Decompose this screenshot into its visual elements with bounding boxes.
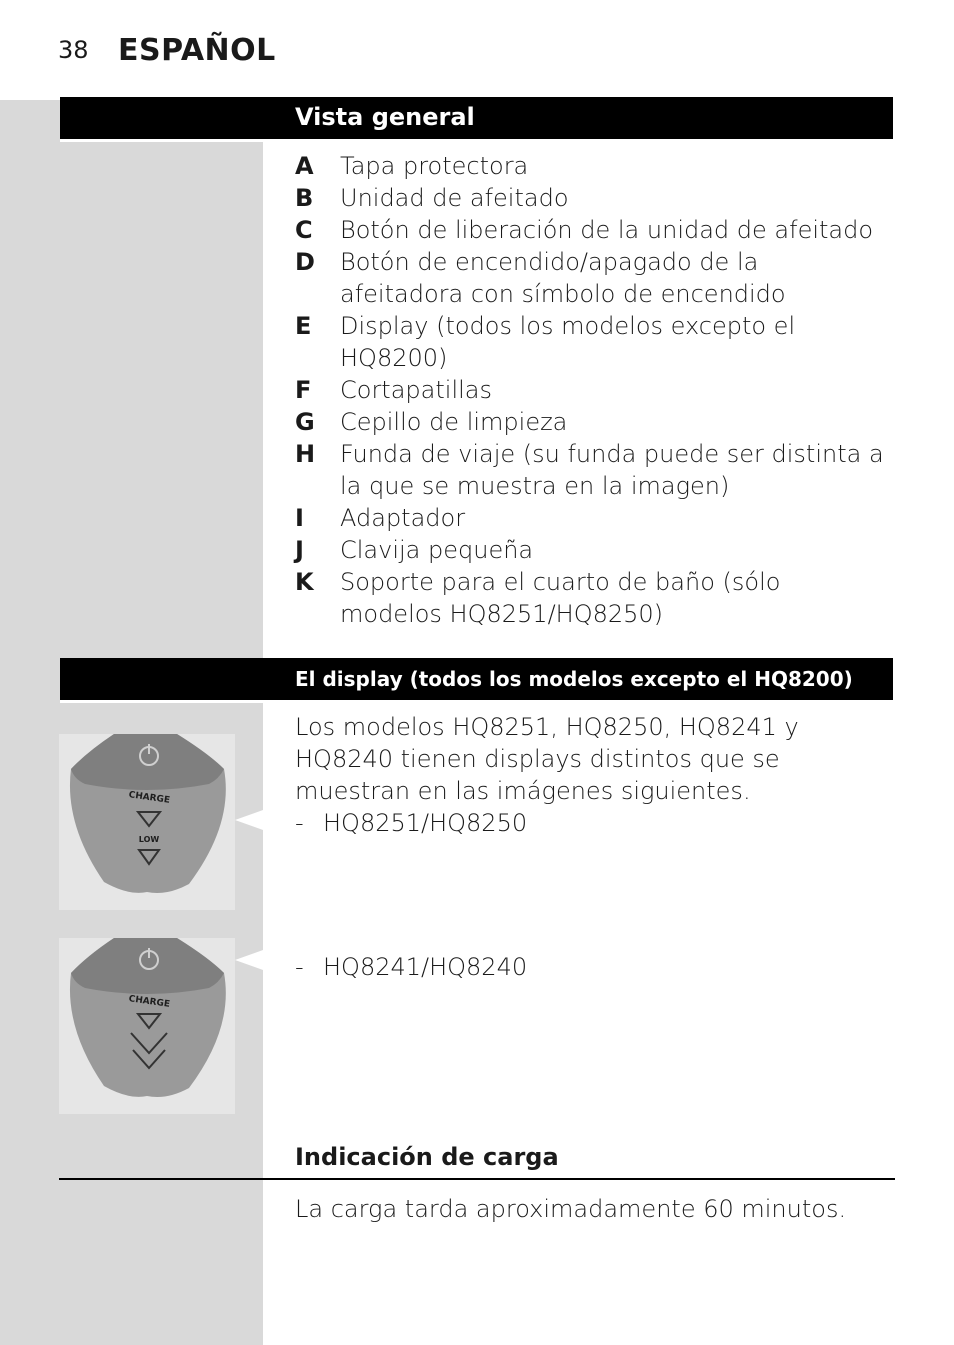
model-name: HQ8241/HQ8240 [323,953,528,981]
list-item [295,246,885,310]
list-item [295,310,885,374]
item-key: D [295,248,315,276]
item-text: Cepillo de limpieza [340,408,568,436]
item-text: Adaptador [340,504,466,532]
intro-text: Los modelos HQ8251, HQ8250, HQ8241 y HQ8240 tienen displays distintos que se muestran en las imágenes siguientes. [295,713,799,805]
model-name: HQ8251/HQ8250 [323,809,528,837]
item-key: E [295,312,312,340]
item-key: K [295,568,314,596]
list-item [295,182,885,214]
section-title: El display (todos los modelos excepto el HQ8200) [295,667,853,691]
charge-time-text: La carga tarda aproximadamente 60 minutos. [295,1195,847,1223]
item-text: Display (todos los modelos excepto el HQ8200) [340,312,796,372]
item-text: Botón de encendido/apagado de la afeitadora con símbolo de encendido [340,248,786,308]
list-item [295,374,885,406]
dash: - [295,953,304,981]
charge-label: CHARGE [127,790,171,806]
list-item [295,214,885,246]
section-header-display [60,658,893,700]
list-item [295,566,885,630]
section-title-indicacion-carga: Indicación de carga [295,1143,559,1171]
item-key: G [295,408,315,436]
page-number: 38 [58,36,89,64]
pointer-arrow [235,810,263,830]
model-line-2 [295,951,885,983]
charge-label: CHARGE [127,994,171,1010]
list-item [295,406,885,438]
model-line-1 [295,807,885,839]
section-underline [60,700,893,703]
pointer-arrow [235,950,263,970]
item-text: Tapa protectora [340,152,529,180]
item-key: B [295,184,314,212]
display-image-hq8251 [59,734,235,910]
dash: - [295,809,304,837]
list-item [295,150,885,182]
parts-list [295,150,885,630]
list-item [295,534,885,566]
item-key: I [295,504,304,532]
item-text: Clavija pequeña [340,536,534,564]
display-image-hq8241 [59,938,235,1114]
language-heading: ESPAÑOL [118,33,276,68]
item-key: H [295,440,316,468]
item-text: Unidad de afeitado [340,184,569,212]
section-rule [59,1178,895,1180]
page-sidebar [0,100,263,1345]
list-item [295,438,885,502]
item-key: A [295,152,314,180]
item-key: C [295,216,313,244]
section-title: Vista general [295,103,475,131]
item-key: J [295,536,304,564]
display-intro [295,711,885,839]
item-text: Funda de viaje (su funda puede ser distinta a la que se muestra en la imagen) [340,440,884,500]
section-header-vista-general [60,97,893,139]
item-text: Cortapatillas [340,376,492,404]
item-text: Soporte para el cuarto de baño (sólo modelos HQ8251/HQ8250) [340,568,781,628]
list-item [295,502,885,534]
section-underline [60,139,893,142]
low-label: LOW [138,835,160,844]
item-key: F [295,376,312,404]
item-text: Botón de liberación de la unidad de afeitado [340,216,874,244]
